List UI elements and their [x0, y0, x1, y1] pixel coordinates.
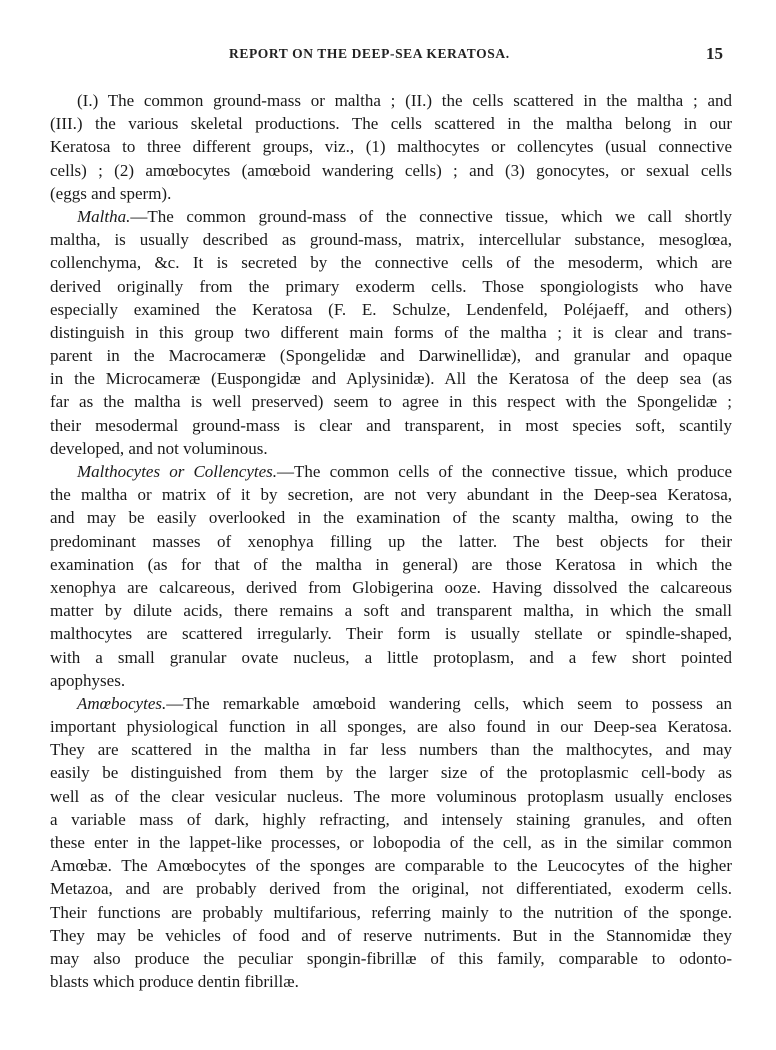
text-line: in the Microcameræ (Euspongidæ and Aplysinidæ). All the Keratosa of the deep sea (as: [50, 369, 732, 389]
text-run: —The common cells of the connective tissue, which produce: [277, 462, 732, 481]
text-run: —The remarkable amœboid wandering cells, which seem to possess an: [166, 693, 732, 713]
text-line: [50, 460, 732, 483]
text-line: (III.) the various skeletal productions. The cells scattered in the maltha belong in our: [50, 114, 732, 134]
text-line: especially examined the Keratosa (F. E. Schulze, Lendenfeld, Poléjaeff, and others): [50, 299, 732, 319]
text-line: with a small granular ovate nucleus, a little protoplasm, and a few short pointed: [50, 647, 732, 667]
page-number: 15: [706, 44, 723, 63]
text-line: Their functions are probably multifarious, referring mainly to the nutrition of the sponge.: [50, 902, 732, 922]
text-line: examination (as for that of the maltha in general) are those Keratosa in which the: [50, 554, 732, 574]
text-line: distinguish in this group two different main forms of the maltha ; it is clear and trans-: [50, 322, 732, 342]
text-line: and may be easily overlooked in the examination of the scanty maltha, owing to the: [50, 508, 732, 528]
text-line: [50, 692, 732, 715]
text-line: developed, and not voluminous.: [50, 438, 268, 458]
text-line: cells) ; (2) amœbocytes (amœboid wandering cells) ; and (3) gonocytes, or sexual cells: [50, 160, 732, 180]
text-line: blasts which produce dentin fibrillæ.: [50, 972, 299, 992]
text-line: derived originally from the primary exoderm cells. Those spongiologists who have: [50, 276, 732, 296]
paragraph-intro: [50, 89, 732, 205]
paragraph-malthocytes: [50, 460, 732, 692]
text-line: xenophya are calcareous, derived from Globigerina ooze. Having dissolved the calcareous: [50, 577, 732, 597]
text-line: (I.) The common ground-mass or maltha ; (II.) the cells scattered in the maltha ; and: [77, 91, 732, 110]
text-line: may also produce the peculiar spongin-fibrillæ of this family, comparable to odonto-: [50, 948, 732, 968]
text-line: They are scattered in the maltha in far less numbers than the malthocytes, and may: [50, 740, 732, 760]
text-line: their mesodermal ground-mass is clear and transparent, in most species soft, scantily: [50, 415, 732, 435]
running-title: REPORT ON THE DEEP-SEA KERATOSA.: [229, 46, 510, 61]
text-line: maltha, is usually described as ground-mass, matrix, intercellular substance, mesoglœa,: [50, 230, 732, 250]
text-line: well as of the clear vesicular nucleus. The more voluminous protoplasm usually encloses: [50, 786, 732, 806]
section-heading: Amœbocytes.: [77, 693, 167, 713]
text-line: matter by dilute acids, there remains a soft and transparent maltha, in which the small: [50, 601, 732, 621]
text-line: the maltha or matrix of it by secretion, are not very abundant in the Deep-sea Keratosa,: [50, 485, 732, 505]
text-line: parent in the Macrocameræ (Spongelidæ and Darwinellidæ), and granular and opaque: [50, 346, 732, 366]
text-line: collenchyma, &c. It is secreted by the connective cells of the mesoderm, which are: [50, 253, 732, 273]
text-line: apophyses.: [50, 670, 126, 690]
text-line: important physiological function in all sponges, are also found in our Deep-sea Keratosa.: [50, 717, 732, 737]
text-line: Metazoa, and are probably derived from the original, not differentiated, exoderm cells.: [50, 879, 732, 899]
text-line: They may be vehicles of food and of reserve nutriments. But in the Stannomidæ they: [50, 925, 732, 945]
text-line: easily be distinguished from them by the larger size of the protoplasmic cell-body as: [50, 763, 732, 783]
text-line: predominant masses of xenophya filling up the latter. The best objects for their: [50, 531, 732, 551]
section-heading: Maltha.: [77, 206, 131, 226]
paragraph-maltha: [50, 205, 732, 460]
text-line: Keratosa to three different groups, viz., (1) malthocytes or collencytes (usual connective: [50, 137, 732, 157]
text-line: far as the maltha is well preserved) seem to agree in this respect with the Spongelidæ ;: [50, 392, 732, 412]
section-heading: Malthocytes or Collencytes.: [77, 462, 278, 481]
text-line: (eggs and sperm).: [50, 183, 172, 203]
text-line: Amœbæ. The Amœbocytes of the sponges are comparable to the Leucocytes of the higher: [50, 856, 732, 876]
text-line: these enter in the lappet-like processes, or lobopodia of the cell, as in the similar common: [50, 833, 732, 852]
paragraph-amoebocytes: [50, 692, 732, 993]
text-line: a variable mass of dark, highly refracting, and intensely staining granules, and often: [50, 809, 732, 829]
text-line: malthocytes are scattered irregularly. Their form is usually stellate or spindle-shaped,: [50, 624, 732, 644]
text-run: —The common ground-mass of the connective tissue, which we call shortly: [130, 206, 732, 226]
body-text: [50, 89, 732, 993]
text-line: [50, 205, 732, 228]
